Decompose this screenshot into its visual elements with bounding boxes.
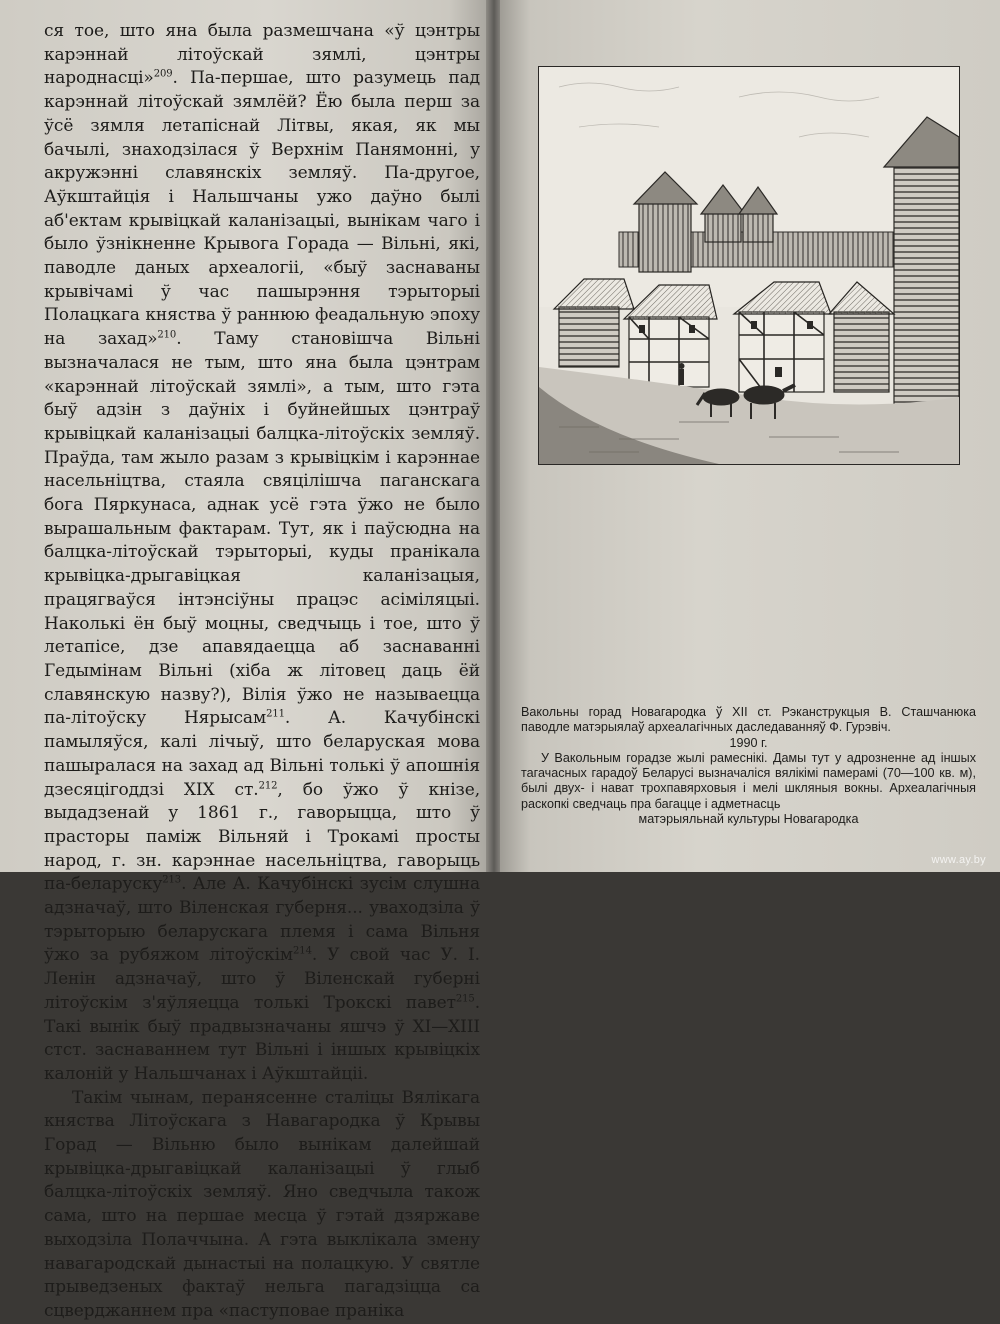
paragraph-text: ся тое, што яна была размешчана «ў цэнтры карэннай літоўскай зямлі, цэнтры народнасці» xyxy=(44,21,480,89)
paragraph-text: Такім чынам, перанясенне сталіцы Вялікага княства Літоўскага з Навагародка ў Крывы Горад — Вільню было вынікам далейшай крывіцка-дрыгавіцкай каланізацыі ў глыб балцка-літоўскіх земляў. Яно сведчыла також сама, што на першае месца ў гэтай дзяржаве выходзіла Полаччына. А гэта выклікала змену навагародскай дынастыі на полацкую. У святле прыведзеных фактаў нельга пагадзіцца са сцверджаннем пра «паступовае праніка xyxy=(44,1087,480,1321)
footnote-ref: 213 xyxy=(162,874,182,886)
paragraph xyxy=(44,20,480,1087)
paragraph-text: . У свой час У. І. Ленін адзначаў, што ў Віленскай губерні літоўскім з'яўляецца толькі Трокскі павет xyxy=(44,945,480,1013)
footnote-ref: 211 xyxy=(266,708,285,720)
footnote-ref: 215 xyxy=(455,993,475,1005)
reconstruction-illustration xyxy=(538,66,960,465)
footnote-ref: 209 xyxy=(153,68,173,80)
caption-title: Вакольны горад Новагародка ў XII ст. Рэканструкцыя В. Сташчанюка паводле матэрыялаў археалагічных даследаванняў Ф. Гурэвіч. xyxy=(521,705,976,735)
paragraph-text: . Па-першае, што разумець пад карэннай літоўскай зямлёй? Ёю была перш за ўсё зямля летапіснай Літвы, якая, як мы бачылі, знаходзілася ў Верхнім Панямонні, у акружэнні славянскіх земляў. Па-другое, Аўкштайція і Нальшчаны ужо даўно былі аб'ектам крывіцкай каланізацыі, вынікам чаго і было ўзнікненне Крывога Горада — Вільні, які, паводле даных археалогіі, «быў заснаваны крывічамі ў час пашырэння тэрыторыі Полацкага княства ў раннюю феадальную эпоху на захад» xyxy=(44,68,480,350)
footnote-ref: 214 xyxy=(293,945,312,957)
paragraph-text: . Такі вынік быў прадвызначаны яшчэ ў XI—XIII стст. заснаваннем тут Вільні і іншых крывіцкіх калоній у Нальшчанах і Аўкштайціі. xyxy=(44,992,480,1084)
body-text xyxy=(44,20,480,1324)
caption-note-last: матэрыяльнай культуры Новагародка xyxy=(638,812,859,827)
paragraph-text: . А. Качубінскі памыляўся, калі лічыў, што беларуская мова пашыралася на захад ад Вільні толькі ў апошнія дзесяцігоддзі XIX ст. xyxy=(44,708,480,800)
footnote-ref: 212 xyxy=(258,779,278,791)
watermark-text: www.ay.by xyxy=(931,854,986,866)
caption-note-text: У Вакольным горадзе жылі рамеснікі. Дамы тут у адрозненне ад іншых тагачасных гарадоў Беларусі вызначаліся вялікімі памерамі (70—100 кв. м), былі двух- і нават трохпавярховыя і мелі шкляныя вокны. Археалагічныя раскопкі сведчаць пра багацце і адметнасць xyxy=(521,750,976,811)
paragraph xyxy=(44,1087,480,1324)
paragraph-text: . Таму становішча Вільні вызначалася не тым, што яна была цэнтрам «карэннай літоўскай зямлі», а тым, што гэта быў адзін з даўніх і буйнейшых цэнтраў крывіцкай каланізацыі балцка-літоўскіх земляў. Праўда, там жыло разам з крывіцкім і карэннае насельніцтва, стаяла свяцілішча паганскага бога Пяркунаса, аднак усё гэта ўжо не было вырашальным фактарам. Тут, як і паўсюдна на балцка-літоўскай тэрыторыі, куды пранікала крывіцка-дрыгавіцкая каланізацыя, працягваўся інтэнсіўны працэс асіміляцыі. Наколькі ён быў моцны, сведчыць і тое, што ў летапісе, дзе апавядаецца аб заснаванні Гедымінам Вільні (хіба ж літовец даць ёй славянскую назву?), Вілія ўжо не называецца па-літоўску Нярысам xyxy=(44,329,480,729)
footnote-ref: 210 xyxy=(157,329,177,341)
left-page xyxy=(0,0,488,1321)
caption-year: 1990 г. xyxy=(729,735,768,750)
paragraph-text: . Але А. Качубінскі зусім слушна адзначаў, што Віленская губерня... уваходзіла ў тэрыторыю беларускага племя і сама Вільня ўжо за рубяжом літоўскім xyxy=(44,874,480,966)
figure-caption xyxy=(521,705,976,827)
paragraph-text: , бо ўжо ў кнізе, выдадзенай у 1861 г., гаворыцца, што ў прасторы паміж Вільняй і Трокамі просты народ, г. зн. карэннае насельніцтва, гаворыць па-беларуску xyxy=(44,779,480,895)
caption-note xyxy=(521,751,976,827)
